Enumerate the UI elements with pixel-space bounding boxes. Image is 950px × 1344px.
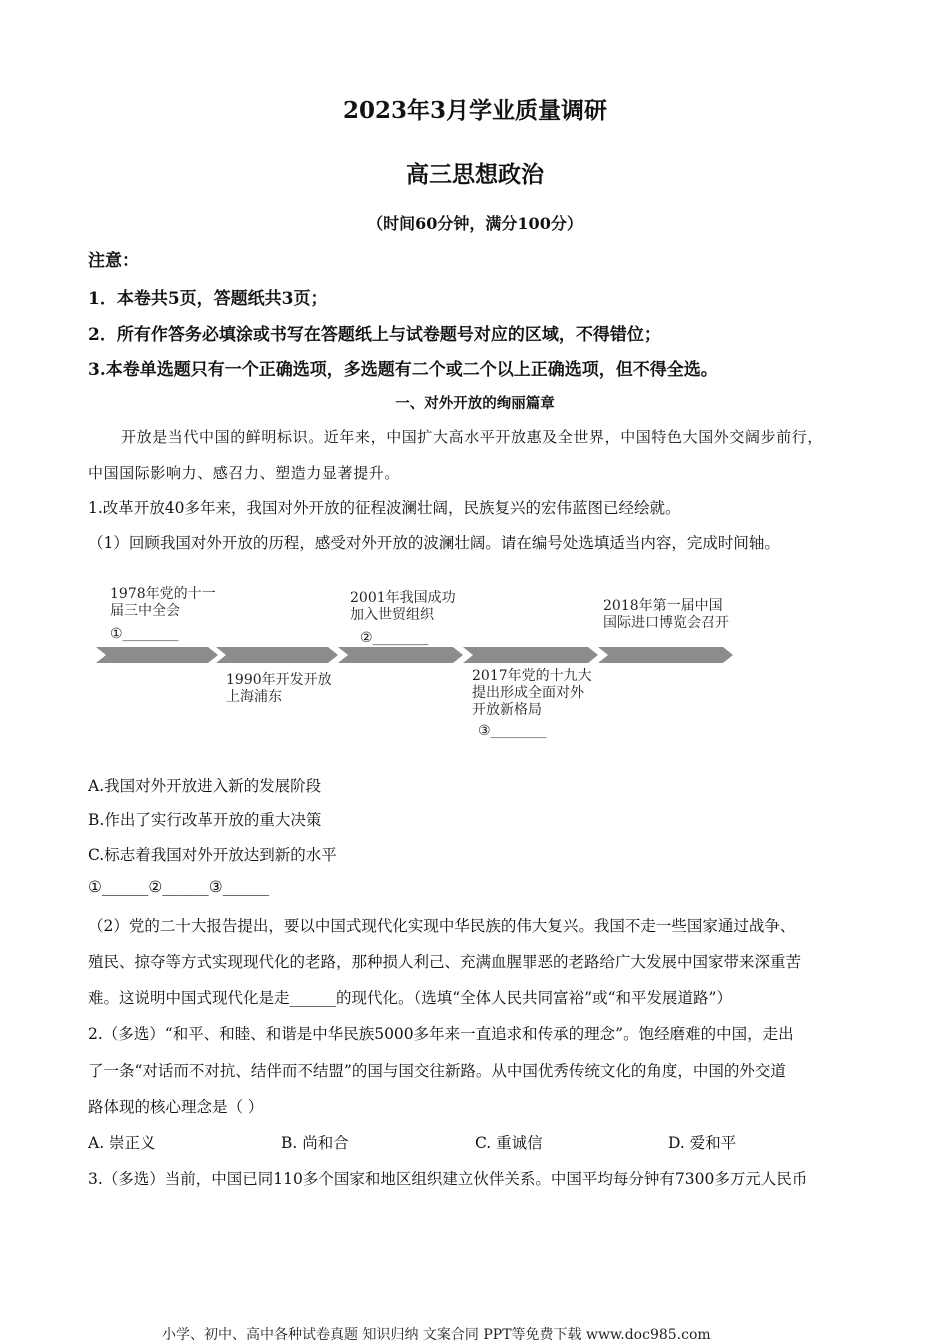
q2-stem-line-1: 2.（多选）“和平、和睦、和谐是中华民族5000多年来一直追求和传承的理念”。饱经磨难的中国，走出 [88,1025,794,1043]
q1-sub2-line-1: （2）党的二十大报告提出，要以中国式现代化实现中华民族的伟大复兴。我国不走一些国家通过战争、 [88,917,796,935]
notice-item-2: 2．所有作答务必填涂或书写在答题纸上与试卷题号对应的区域，不得错位； [88,325,661,345]
q2-stem-line-3: 路体现的核心理念是（ ） [88,1098,264,1116]
q2-option-d: D. 爱和平 [668,1134,737,1152]
timeline-blank-1: ①________ [110,626,179,642]
footer-text: 小学、初中、高中各种试卷真题 知识归纳 文案合同 PPT等免费下载 www.doc985.com [162,1327,711,1343]
q2-option-b: B. 尚和合 [281,1134,349,1152]
section-title: 一、对外开放的绚丽篇章 [395,395,555,412]
timeline-event-2001: 2001年我国成功 加入世贸组织 ②________ [350,590,456,646]
timeline-event-1978: 1978年党的十一 届三中全会 ①________ [110,586,216,642]
q1-option-c: C.标志着我国对外开放达到新的水平 [88,846,337,864]
timeline-event-2017: 2017年党的十九大 提出形成全面对外 开放新格局 ③________ [472,668,592,739]
q1-option-b: B.作出了实行改革开放的重大决策 [88,811,322,829]
q2-stem-line-2: 了一条“对话而不对抗、结伴而不结盟”的国与国交往新路。从中国优秀传统文化的角度，中国的外交道 [88,1062,786,1080]
notice-item-3: 3.本卷单选题只有一个正确选项，多选题有二个或二个以上正确选项，但不得全选。 [88,360,718,380]
timeline-blank-3: ③________ [478,723,547,739]
q1-stem: 1.改革开放40多年来，我国对外开放的征程波澜壮阔，民族复兴的宏伟蓝图已经绘就。 [88,499,681,517]
timeline [88,584,748,744]
time-info: （时间60分钟，满分100分） [367,214,583,233]
q1-sub2-line-3: 难。这说明中国式现代化是走______的现代化。（选填“全体人民共同富裕”或“和平发展道路”） [88,989,732,1007]
timeline-event-2018: 2018年第一届中国 国际进口博览会召开 [603,598,729,631]
notice-item-1: 1．本卷共5页，答题纸共3页； [88,289,328,309]
q2-option-a: A. 崇正义 [88,1134,156,1152]
q1-sub2-line-2: 殖民、掠夺等方式实现现代化的老路，那种损人利己、充满血腥罪恶的老路给广大发展中国家带来深重苦 [88,953,802,971]
notice-label: 注意： [88,251,139,271]
q3-stem: 3.（多选）当前，中国已同110多个国家和地区组织建立伙伴关系。中国平均每分钟有7300多万元人民币 [88,1170,808,1188]
intro-line-1: 开放是当代中国的鲜明标识。近年来，中国扩大高水平开放惠及全世界，中国特色大国外交阔步前行， [121,428,824,446]
q1-sub1: （1）回顾我国对外开放的历程，感受对外开放的波澜壮阔。请在编号处选填适当内容，完成时间轴。 [88,534,780,552]
q1-answer-blanks: ①______②______③______ [88,878,270,896]
q2-option-c: C. 重诚信 [475,1134,543,1152]
intro-line-2: 中国国际影响力、感召力、塑造力显著提升。 [88,464,401,482]
subject-title: 高三思想政治 [406,161,544,188]
exam-title: 2023年3月学业质量调研 [342,97,608,124]
timeline-blank-2: ②________ [360,630,429,646]
timeline-event-1990: 1990年开发开放 上海浦东 [226,672,332,705]
q1-option-a: A.我国对外开放进入新的发展阶段 [88,777,322,795]
